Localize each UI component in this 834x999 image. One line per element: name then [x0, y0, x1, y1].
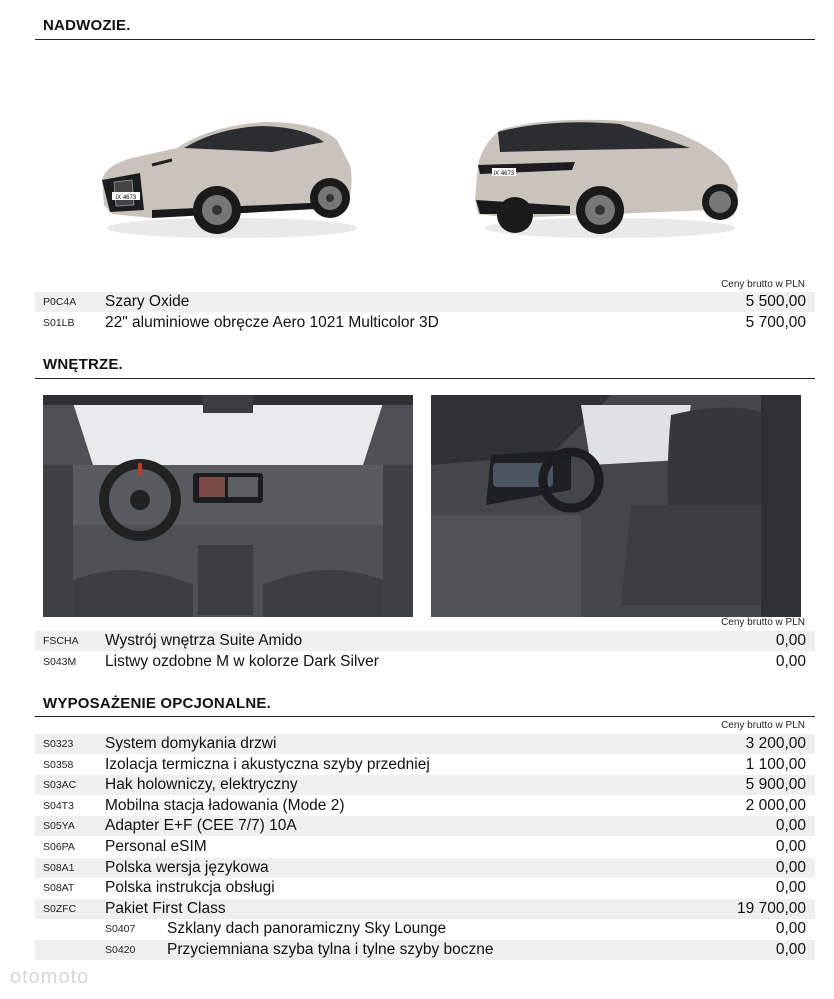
- option-code: S08A1: [43, 861, 75, 874]
- option-description: Polska instrukcja obsługi: [105, 879, 275, 897]
- option-row: [35, 313, 815, 333]
- option-description: Polska wersja językowa: [105, 858, 269, 876]
- option-price: 19 700,00: [737, 899, 806, 917]
- section-title-options: WYPOSAŻENIE OPCJONALNE.: [43, 695, 271, 712]
- option-code: S01LB: [43, 316, 75, 329]
- option-price: 1 100,00: [745, 755, 806, 773]
- option-row: [35, 796, 815, 816]
- option-description: 22" aluminiowe obręcze Aero 1021 Multicolor 3D: [105, 313, 439, 331]
- option-code: S05YA: [43, 820, 75, 833]
- option-row: [35, 858, 815, 878]
- section-divider: [35, 716, 815, 717]
- option-row: [35, 899, 815, 919]
- option-price: 0,00: [775, 858, 806, 876]
- option-description: Szary Oxide: [105, 293, 190, 310]
- option-description: Pakiet First Class: [105, 899, 226, 917]
- option-price: 0,00: [775, 817, 806, 835]
- option-code: S03AC: [43, 779, 77, 792]
- car-rear-image: [470, 110, 745, 245]
- option-code: S0ZFC: [43, 902, 77, 915]
- section-divider: [35, 378, 815, 379]
- option-price: 0,00: [775, 879, 806, 897]
- option-description: Personal eSIM: [105, 838, 207, 855]
- interior-seat-image: [431, 395, 801, 617]
- option-description: Szklany dach panoramiczny Sky Lounge: [167, 920, 447, 938]
- option-description: Przyciemniana szyba tylna i tylne szyby boczne: [167, 941, 494, 958]
- option-description: Listwy ozdobne M w kolorze Dark Silver: [105, 652, 379, 670]
- option-code: S0358: [43, 758, 74, 771]
- option-price: 5 700,00: [745, 313, 806, 331]
- option-code: S08AT: [43, 882, 75, 895]
- option-description: Hak holowniczy, elektryczny: [105, 776, 298, 794]
- option-row: [35, 940, 815, 960]
- section-title-interior: WNĘTRZE.: [43, 356, 123, 373]
- option-price: 0,00: [775, 941, 806, 958]
- option-price: 5 900,00: [745, 776, 806, 794]
- car-front-image: [92, 110, 362, 245]
- option-row: [35, 837, 815, 857]
- option-row: [35, 919, 815, 939]
- option-price: 0,00: [775, 632, 806, 649]
- option-code: S0420: [105, 944, 136, 956]
- price-header: Ceny brutto w PLN: [721, 617, 805, 628]
- option-row: [35, 775, 815, 795]
- option-price: 3 200,00: [745, 735, 806, 752]
- option-description: System domykania drzwi: [105, 735, 277, 752]
- option-price: 5 500,00: [745, 293, 806, 310]
- option-row: [35, 734, 815, 754]
- option-code: S04T3: [43, 799, 74, 812]
- option-row: [35, 292, 815, 312]
- option-code: S06PA: [43, 841, 75, 853]
- option-price: 0,00: [775, 652, 806, 670]
- option-row: [35, 816, 815, 836]
- option-code: S0323: [43, 738, 74, 750]
- option-code: FSCHA: [43, 635, 79, 647]
- section-title-exterior: NADWOZIE.: [43, 17, 131, 34]
- option-description: Wystrój wnętrza Suite Amido: [105, 632, 303, 649]
- option-price: 0,00: [775, 920, 806, 938]
- section-divider: [35, 39, 815, 40]
- option-row: [35, 755, 815, 775]
- option-row: [35, 631, 815, 651]
- option-row: [35, 878, 815, 898]
- option-description: Adapter E+F (CEE 7/7) 10A: [105, 817, 297, 835]
- option-row: [35, 652, 815, 672]
- option-code: S0407: [105, 923, 136, 936]
- option-description: Mobilna stacja ładowania (Mode 2): [105, 796, 345, 814]
- option-price: 2 000,00: [745, 796, 806, 814]
- license-plate-front: iX 4673: [115, 195, 137, 201]
- price-header: Ceny brutto w PLN: [721, 720, 805, 731]
- watermark: otomoto: [10, 966, 90, 988]
- option-code: P0C4A: [43, 296, 77, 308]
- license-plate-rear: iX 4673: [493, 171, 515, 177]
- price-header: Ceny brutto w PLN: [721, 279, 805, 290]
- option-code: S043M: [43, 655, 77, 668]
- interior-dashboard-image: [43, 395, 413, 617]
- option-description: Izolacja termiczna i akustyczna szyby przedniej: [105, 755, 430, 773]
- option-price: 0,00: [775, 838, 806, 855]
